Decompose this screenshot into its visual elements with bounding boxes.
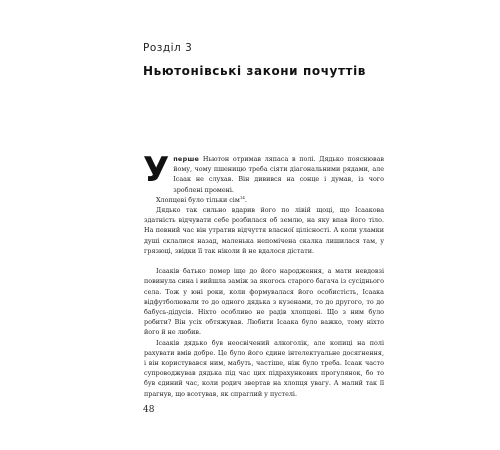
footnote-marker: 14 xyxy=(239,194,245,200)
paragraph-4: Ісааків батько помер іще до його народження, а мати невдовзі повинула сина і вийшла заміж за якогось старого багача із сусіднього села. Тож у юні роки, коли формувалася його особистість, Ісаака відфутболювали то до одного дядька з кузенами, то до другого, то до бабусь-дідусів. Ніхто особливо не радів хлопцеві. Що з ним було робити? Він усіх обтяжував. Любити Ісаака було важко, тому ніхто його й не любив. xyxy=(144,267,384,337)
paragraph-5: Ісааків дядько був неосвічений алкоголік, але копиці на полі рахувати вмів добре. Це було його єдине інтелектуальне досягнення, і він користувався ним, мабуть, частіше, ніж було треба. Ісаак часто супроводжував дядька під час цих підрахункових прогулянок, бо то був єдиний час, коли родич звертав на хлопця увагу. А малий так її прагнув, що всотував, як спраглий у пустелі. xyxy=(144,338,384,398)
page-number: 48 xyxy=(143,405,155,415)
drop-cap: У xyxy=(143,150,170,190)
chapter-body xyxy=(143,150,384,399)
paragraph-1-text: Ньютон отримав ляпаса в полі. Дядько пояснював йому, чому пшеницю треба сіяти діагональними рядами, але Ісаак не слухав. Він дивився на сонце і думав, із чого зроблені промені. xyxy=(173,155,384,194)
lead-word: перше xyxy=(173,155,200,163)
chapter-label: Розділ 3 xyxy=(143,42,193,54)
paragraph-2-text: Хлопцеві було тільки сім xyxy=(156,195,240,204)
paragraph-1 xyxy=(143,150,384,195)
paragraph-2 xyxy=(144,195,384,205)
chapter-title: Ньютонівські закони почуттів xyxy=(143,64,366,78)
paragraph-2-end: . xyxy=(244,195,247,204)
paragraph-3: Дядько так сильно вдарив його по лівій щоці, що Ісаакова здатність відчувати себе розбилася об землю, на яку впав його тіло. На певний час він утратив відчуття власної цілісності. А коли уламки душі склалися назад, маленька непомічена скалка лишилася там, у грязюці, звідки її так ніколи й не вдалося дістати. xyxy=(144,206,384,255)
